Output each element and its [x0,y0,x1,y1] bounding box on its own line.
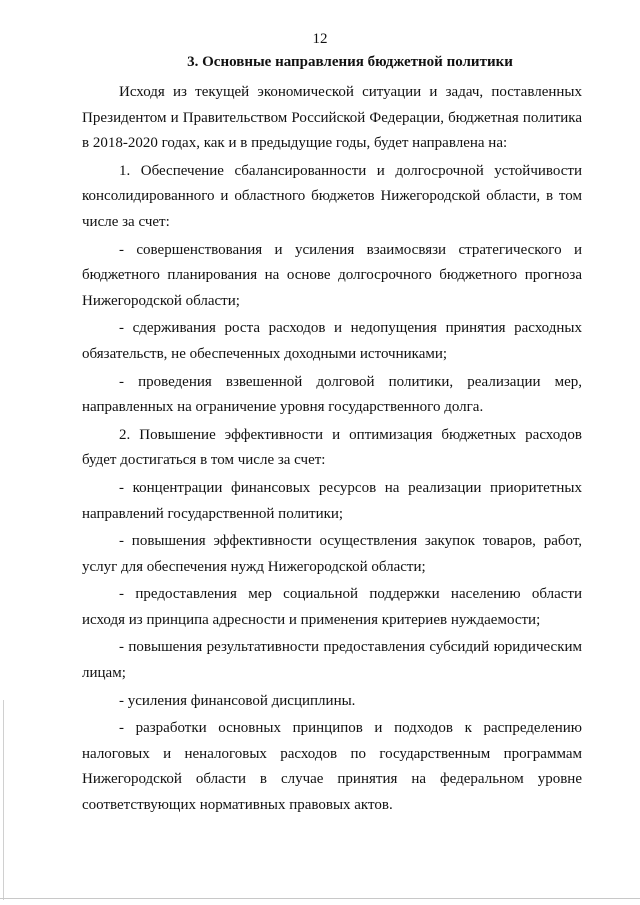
page-number: 12 [312,31,328,47]
intro-paragraph: Исходя из текущей экономической ситуации и задач, поставленных Президентом и Правительством Российской Федерации, бюджетная политика в 2018-2020 годах, как и в предыдущие годы, будет направлена на: [82,84,582,152]
list-item: - концентрации финансовых ресурсов на реализации приоритетных направлений государственной политики; [82,479,582,522]
list-item: - повышения результативности предоставления субсидий юридическим лицам; [82,639,582,682]
scan-bottom-edge [0,898,640,899]
list-item: - предоставления мер социальной поддержки населению области исходя из принципа адресности и применения критериев нуждаемости; [82,586,582,628]
scan-edge-line [3,700,4,900]
list-item: - сдерживания роста расходов и недопущения принятия расходных обязательств, не обеспеченных доходными источниками; [82,320,582,362]
section-title: 3. Основные направления бюджетной политики [187,54,513,70]
numbered-item-1: 1. Обеспечение сбалансированности и долгосрочной устойчивости консолидированного и областного бюджетов Нижегородской области, в том числе за счет: [82,162,582,230]
list-item: - усиления финансовой дисциплины. [119,692,356,709]
list-item: - проведения взвешенной долговой политики, реализации мер, направленных на ограничение уровня государственного долга. [82,373,582,416]
list-item: - совершенствования и усиления взаимосвязи стратегического и бюджетного планирования на основе долгосрочного бюджетного прогноза Нижегородской области; [82,241,582,309]
list-item: - разработки основных принципов и подходов к распределению налоговых и неналоговых расходов по государственным программам Нижегородской области в случае принятия на федеральном уровне соответствующих нормативных правовых актов. [82,720,582,814]
body-text [82,80,582,819]
list-item: - повышения эффективности осуществления закупок товаров, работ, услуг для обеспечения нужд Нижегородской области; [82,533,582,575]
numbered-item-2: 2. Повышение эффективности и оптимизация бюджетных расходов будет достигаться в том числе за счет: [82,426,582,469]
